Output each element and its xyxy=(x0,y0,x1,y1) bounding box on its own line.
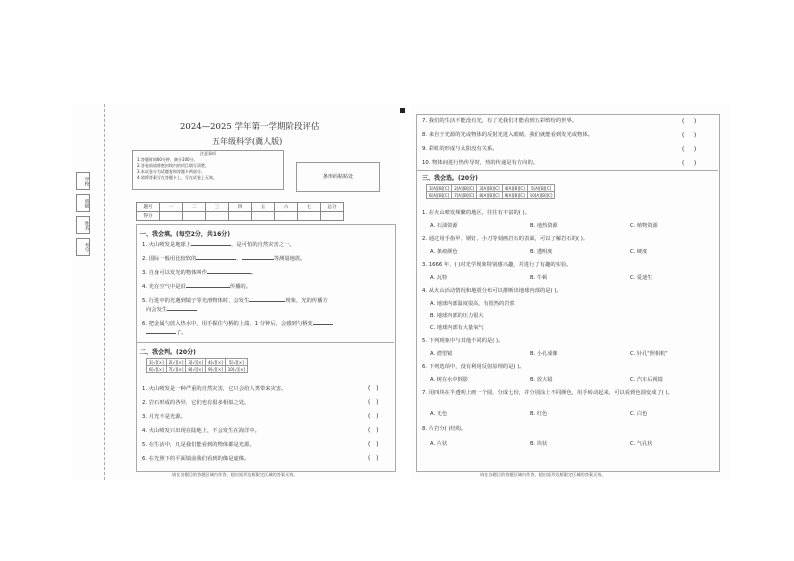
fill-suffix: ，是可怕的自然灾害之一。 xyxy=(231,242,295,248)
side-label-class: 班级 xyxy=(76,194,90,212)
answer-cell[interactable]: 1[√][×] xyxy=(147,359,167,366)
notice-line: 2.答卷前请将密封线内的项目填写清楚。 xyxy=(137,163,209,168)
fill-blank[interactable] xyxy=(196,259,236,260)
notice-line: 3.本试卷分为试题卷和答题卡两部分。 xyxy=(137,169,205,174)
choice-option[interactable]: C. 植物资源 xyxy=(630,223,658,229)
answer-cell[interactable]: 6[A][B][C] xyxy=(427,192,452,199)
choice-question: 3. 1666 年，( )对光学现象特别感兴趣，并进行了有趣的实验。 xyxy=(422,262,572,268)
answer-cell[interactable]: 7[A][B][C] xyxy=(452,192,477,199)
score-row-label: 得分 xyxy=(137,212,160,221)
binding-line xyxy=(104,104,105,480)
answer-cell[interactable]: 9[√][×] xyxy=(206,366,226,373)
choice-option[interactable]: C. 硬度 xyxy=(630,249,648,255)
answer-cell[interactable]: 2[A][B][C] xyxy=(452,185,477,192)
answer-paren[interactable]: ( ) xyxy=(682,160,697,167)
fill-question: 4. 光在空气中是沿 xyxy=(142,284,186,290)
answer-paren[interactable]: ( ) xyxy=(682,132,697,139)
fill-question: 1. 火山喷发是地球上 xyxy=(142,242,192,248)
answer-paren[interactable]: ( ) xyxy=(368,385,379,392)
answer-paren[interactable]: ( ) xyxy=(368,441,379,448)
footer-note: 请在各题目的答题区域内作答，超出矩形边框限定区域的答案无效。 xyxy=(172,472,298,477)
choice-option[interactable]: A. 条痕颜色 xyxy=(430,249,458,255)
score-cell[interactable] xyxy=(229,212,252,221)
judge-question: 8. 来自于光源的光或物体的反射光进入眼睛，我们就能看到发光或物体。 xyxy=(422,132,593,138)
choice-option[interactable]: B. 小孔成像 xyxy=(530,351,558,357)
divider xyxy=(136,342,394,343)
answer-paren[interactable]: ( ) xyxy=(682,118,697,125)
choice-question: 1. 在火山喷发频繁的地区，往往有丰富的( )。 xyxy=(422,210,530,216)
judge-question: 9. 彩虹的形成与太阳没有关系。 xyxy=(422,146,498,152)
divider xyxy=(416,170,718,171)
answer-cell[interactable]: 6[√][×] xyxy=(147,366,167,373)
choice-question: 5. 下列现象中与其他不同的是( )。 xyxy=(422,338,504,344)
fill-suffix: 了。 xyxy=(176,330,187,336)
side-label-name: 姓名 xyxy=(76,216,90,234)
choice-question: 8. 片岩分( )结构。 xyxy=(422,426,467,432)
fill-question: 3. 自身可以发光的物体叫作 xyxy=(142,270,208,276)
fill-blank[interactable] xyxy=(191,245,231,246)
answer-paren[interactable]: ( ) xyxy=(368,427,379,434)
judge-question: 6. 在光照下的平面镜前我们看到的像是虚像。 xyxy=(142,456,250,462)
fill-question: 2. 国际一般用比较软的 xyxy=(142,256,197,262)
choice-option[interactable]: A. 树在水中倒影 xyxy=(430,377,468,383)
score-cell[interactable] xyxy=(206,212,229,221)
choice-option[interactable]: C. 针孔"照相机" xyxy=(630,351,668,357)
choice-option[interactable]: B. 放大镜 xyxy=(530,377,553,383)
answer-cell[interactable]: 8[A][B][C] xyxy=(477,192,502,199)
score-header: 七 xyxy=(298,203,321,212)
fill-question: 6. 把金属勺放入热水中，用手握住勺柄的上端，1 分钟后，会感到勺柄变 xyxy=(142,321,313,327)
judge-question: 2. 岩石形成的各异，它们也有很多相似之处。 xyxy=(142,400,250,406)
notice-line: 1.答题时间60分钟，满分100分。 xyxy=(137,157,198,162)
score-cell[interactable] xyxy=(275,212,298,221)
score-table xyxy=(136,202,344,221)
score-header: 一 xyxy=(160,203,183,212)
fill-blank[interactable] xyxy=(207,273,251,274)
score-header: 题号 xyxy=(137,203,160,212)
answer-cell[interactable]: 2[√][×] xyxy=(166,359,186,366)
judge-question: 10. 物体间进行热传导时，热的传递是有方向的。 xyxy=(422,160,539,166)
choice-question: 6. 下列选项中，没有利用反射原理的是( )。 xyxy=(422,364,525,370)
answer-cell[interactable]: 10[A][B][C] xyxy=(527,192,555,199)
answer-paren[interactable]: ( ) xyxy=(368,399,379,406)
barcode-box xyxy=(296,162,380,192)
score-header: 三 xyxy=(206,203,229,212)
choice-option[interactable]: C. 地球内部有大量氧气 xyxy=(430,325,484,331)
section1-title: 一、我会填。(每空2分，共16分) xyxy=(140,231,231,238)
choice-option[interactable]: C. 爱迪生 xyxy=(630,275,653,281)
answer-cell[interactable]: 10[√][×] xyxy=(225,366,247,373)
judge-question: 4. 火山喷发只出现在陆地上，不会发生在海洋中。 xyxy=(142,428,260,434)
fill-blank[interactable] xyxy=(313,324,333,325)
choice-option[interactable]: C. 汽车后视镜 xyxy=(630,377,663,383)
side-label-id: 考号 xyxy=(76,238,90,256)
choice-option[interactable]: B. 透明度 xyxy=(530,249,553,255)
choice-answer-grid xyxy=(426,184,555,199)
score-cell[interactable] xyxy=(252,212,275,221)
choice-option[interactable]: A. 瓦特 xyxy=(430,275,448,281)
footer-note: 请在各题目的答题区域内作答，超出矩形边框限定区域的答案无效。 xyxy=(480,472,606,477)
answer-paren[interactable]: ( ) xyxy=(682,146,697,153)
choice-question: 7. 用四块在半透明上画一个圆，分成七份，并分别涂上不同颜色，用手转动起来，可以看到色圆变成了( )。 xyxy=(422,390,673,396)
fill-blank[interactable] xyxy=(249,301,285,302)
judge-answer-grid xyxy=(146,358,248,373)
score-cell[interactable] xyxy=(298,212,321,221)
choice-option[interactable]: B. 地热资源 xyxy=(530,223,558,229)
score-header: 二 xyxy=(183,203,206,212)
answer-cell[interactable]: 4[A][B][C] xyxy=(502,185,527,192)
notice-line: 4.请将答案写在答题卡上，写在试卷上无效。 xyxy=(137,175,217,180)
judge-question: 7. 我们的生活不能没有光，有了光我们才能看到五彩缤纷的世界。 xyxy=(422,118,578,124)
fill-blank[interactable] xyxy=(186,287,230,288)
choice-option[interactable]: B. 块状 xyxy=(530,441,548,447)
choice-option[interactable]: A. 石油资源 xyxy=(430,223,458,229)
judge-question: 3. 月光不是光源。 xyxy=(142,414,186,420)
fill-extra: 向会发生 xyxy=(146,307,168,313)
side-label-school: 学校 xyxy=(76,172,90,190)
fill-suffix: 现象，光的传播方 xyxy=(285,298,328,304)
fill-blank[interactable] xyxy=(242,259,274,260)
answer-cell[interactable]: 3[A][B][C] xyxy=(477,185,502,192)
choice-option[interactable]: B. 红色 xyxy=(530,411,548,417)
score-cell[interactable] xyxy=(321,212,344,221)
exam-title: 2024—2025 学年第一学期阶段评估 xyxy=(180,122,320,132)
choice-option[interactable]: B. 牛顿 xyxy=(530,275,548,281)
choice-option[interactable]: A. 无色 xyxy=(430,411,448,417)
score-cell[interactable] xyxy=(160,212,183,221)
fill-blank[interactable] xyxy=(167,310,197,311)
answer-cell[interactable]: 9[A][B][C] xyxy=(502,192,527,199)
score-header: 总分 xyxy=(321,203,344,212)
choice-option[interactable]: A. 片状 xyxy=(430,441,448,447)
answer-cell[interactable]: 5[√][×] xyxy=(225,359,247,366)
score-header: 四 xyxy=(229,203,252,212)
answer-cell[interactable]: 7[√][×] xyxy=(166,366,186,373)
choice-option[interactable]: A. 地球内部温度很高，有很热的岩浆 xyxy=(430,301,515,307)
answer-cell[interactable]: 8[√][×] xyxy=(186,366,206,373)
notice-title: 注意事项 xyxy=(200,151,216,156)
choice-option[interactable]: C. 气孔状 xyxy=(630,441,653,447)
fill-suffix: 。 xyxy=(251,270,257,276)
fill-suffix: 传播的。 xyxy=(229,284,252,290)
exam-subtitle: 五年级科学(冀人版) xyxy=(212,137,283,146)
fill-extra: 等测量地震。 xyxy=(273,256,306,262)
section2-title: 二、我会判。(20分) xyxy=(140,349,196,356)
choice-question: 2. 通过用手指甲、钢钉、小刀等刻画岩石的表面，可以了解岩石的( )。 xyxy=(422,236,589,242)
section3-title: 三、我会选。(20分) xyxy=(422,175,478,182)
answer-cell[interactable]: 1[A][B][C] xyxy=(427,185,452,192)
choice-question: 4. 从火山活动情况和地震分布可以推断出地球内部的是( )。 xyxy=(422,288,562,294)
fill-question: 5. 行进中的光遇到镜子等光滑物体时，会发生 xyxy=(142,298,250,304)
score-header: 六 xyxy=(275,203,298,212)
answer-cell[interactable]: 5[A][B][C] xyxy=(527,185,555,192)
choice-option[interactable]: C. 白色 xyxy=(630,411,648,417)
choice-option[interactable]: B. 地球内部的压力很大 xyxy=(430,313,484,319)
answer-cell[interactable]: 3[√][×] xyxy=(186,359,206,366)
barcode-label: 条形码粘贴处 xyxy=(322,174,353,180)
left-page xyxy=(72,104,400,480)
score-cell[interactable] xyxy=(183,212,206,221)
right-page xyxy=(410,104,730,480)
fill-suffix: 、 xyxy=(236,256,242,262)
judge-question: 5. 在生活中，凡是我们能看到的物体都是光源。 xyxy=(142,442,255,448)
answer-paren[interactable]: ( ) xyxy=(368,413,379,420)
notice-box xyxy=(132,150,284,190)
judge-question: 1. 火山喷发是一种严重的自然灾害，它只会给人类带来灾害。 xyxy=(142,386,287,392)
fill-blank[interactable] xyxy=(146,333,176,334)
choice-option[interactable]: A. 潜望镜 xyxy=(430,351,453,357)
answer-paren[interactable]: ( ) xyxy=(368,455,379,462)
score-header: 五 xyxy=(252,203,275,212)
answer-cell[interactable]: 4[√][×] xyxy=(206,359,226,366)
